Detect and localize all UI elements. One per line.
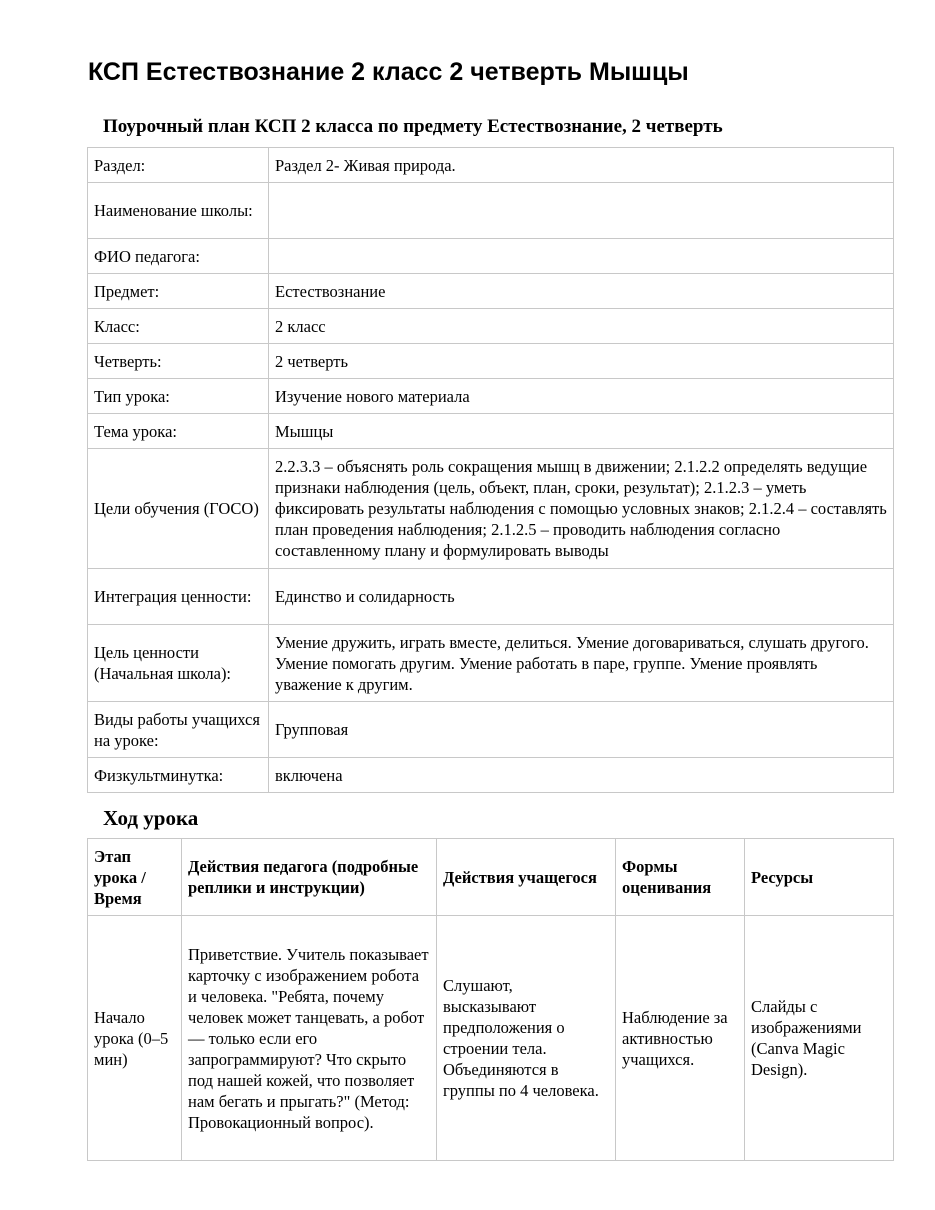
row-value-value-goal: Умение дружить, играть вместе, делиться. Умение договариваться, слушать другого. Умение помогать другим. Умение работать в паре, группе. Умение проявлять уважение к другим. bbox=[269, 625, 894, 702]
table-row bbox=[88, 309, 894, 344]
cell-student-actions: Слушают, высказывают предположения о строении тела. Объединяются в группы по 4 человека. bbox=[437, 916, 616, 1161]
table-row bbox=[88, 414, 894, 449]
row-value-teacher bbox=[269, 239, 894, 274]
column-header-teacher-actions: Действия педагога (подробные реплики и инструкции) bbox=[182, 839, 437, 916]
column-header-resources: Ресурсы bbox=[745, 839, 894, 916]
row-label-objectives: Цели обучения (ГОСО) bbox=[88, 449, 269, 569]
row-value-work-types: Групповая bbox=[269, 702, 894, 758]
row-label-grade: Класс: bbox=[88, 309, 269, 344]
row-label-work-types: Виды работы учащихся на уроке: bbox=[88, 702, 269, 758]
table-row bbox=[88, 239, 894, 274]
row-label-physical-break: Физкультминутка: bbox=[88, 758, 269, 793]
document-title: КСП Естествознание 2 класс 2 четверть Мышцы bbox=[88, 58, 689, 86]
row-value-section: Раздел 2- Живая природа. bbox=[269, 148, 894, 183]
table-row bbox=[88, 183, 894, 239]
cell-teacher-actions: Приветствие. Учитель показывает карточку с изображением робота и человека. "Ребята, почему человек может танцевать, а робот — только если его запрограммируют? Что скрыто под нашей кожей, что позволяет нам бегать и прыгать?" (Метод: Провокационный вопрос). bbox=[182, 916, 437, 1161]
row-label-value-integration: Интеграция ценности: bbox=[88, 569, 269, 625]
row-label-topic: Тема урока: bbox=[88, 414, 269, 449]
row-label-value-goal: Цель ценности (Начальная школа): bbox=[88, 625, 269, 702]
row-value-objectives: 2.2.3.3 – объяснять роль сокращения мышц в движении; 2.1.2.2 определять ведущие признаки наблюдения (цель, объект, план, сроки, результат); 2.1.2.3 – уметь фиксировать результаты наблюдения с помощью условных знаков; 2.1.2.4 – составлять план проведения наблюдения; 2.1.2.5 – проводить наблюдения согласно составленному плану и формулировать выводы bbox=[269, 449, 894, 569]
plan-subtitle: Поурочный план КСП 2 класса по предмету Естествознание, 2 четверть bbox=[103, 116, 723, 137]
lesson-info-table bbox=[87, 147, 894, 793]
table-header-row bbox=[88, 839, 894, 916]
row-value-school bbox=[269, 183, 894, 239]
row-label-teacher: ФИО педагога: bbox=[88, 239, 269, 274]
table-row bbox=[88, 274, 894, 309]
column-header-student-actions: Действия учащегося bbox=[437, 839, 616, 916]
table-row bbox=[88, 379, 894, 414]
cell-stage: Начало урока (0–5 мин) bbox=[88, 916, 182, 1161]
row-value-quarter: 2 четверть bbox=[269, 344, 894, 379]
row-label-section: Раздел: bbox=[88, 148, 269, 183]
cell-assessment: Наблюдение за активностью учащихся. bbox=[616, 916, 745, 1161]
row-value-subject: Естествознание bbox=[269, 274, 894, 309]
lesson-progress-table bbox=[87, 838, 894, 1161]
row-label-lesson-type: Тип урока: bbox=[88, 379, 269, 414]
table-row bbox=[88, 702, 894, 758]
cell-resources: Слайды с изображениями (Canva Magic Design). bbox=[745, 916, 894, 1161]
table-row bbox=[88, 344, 894, 379]
table-row bbox=[88, 569, 894, 625]
table-row bbox=[88, 916, 894, 1161]
column-header-stage: Этап урока / Время bbox=[88, 839, 182, 916]
table-row bbox=[88, 758, 894, 793]
row-value-physical-break: включена bbox=[269, 758, 894, 793]
row-value-lesson-type: Изучение нового материала bbox=[269, 379, 894, 414]
row-label-subject: Предмет: bbox=[88, 274, 269, 309]
table-row bbox=[88, 148, 894, 183]
table-row bbox=[88, 625, 894, 702]
lesson-progress-heading: Ход урока bbox=[103, 806, 199, 830]
column-header-assessment: Формы оценивания bbox=[616, 839, 745, 916]
table-row bbox=[88, 449, 894, 569]
row-label-quarter: Четверть: bbox=[88, 344, 269, 379]
row-value-value-integration: Единство и солидарность bbox=[269, 569, 894, 625]
row-value-grade: 2 класс bbox=[269, 309, 894, 344]
row-value-topic: Мышцы bbox=[269, 414, 894, 449]
row-label-school: Наименование школы: bbox=[88, 183, 269, 239]
